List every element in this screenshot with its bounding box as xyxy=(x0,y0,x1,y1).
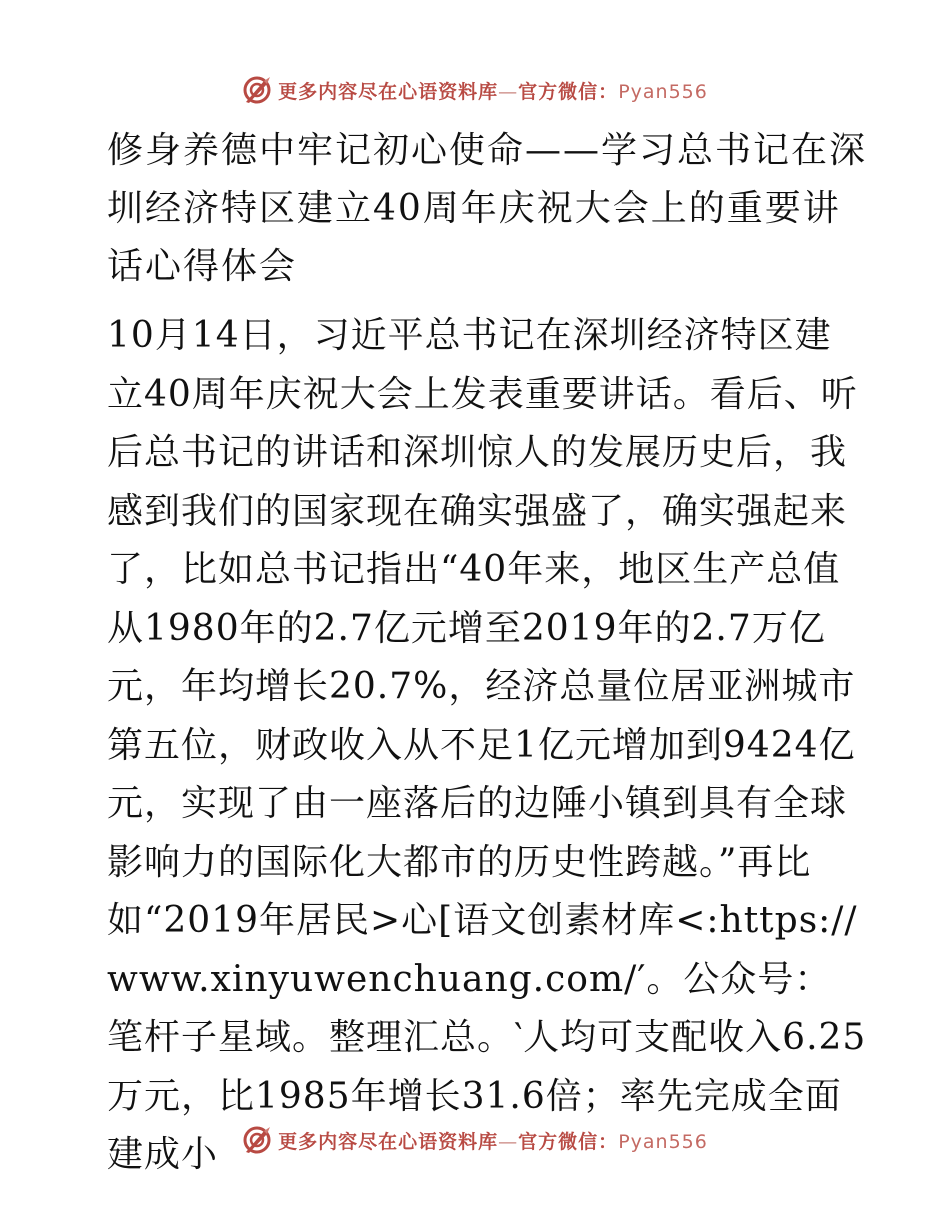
quill-logo-icon xyxy=(242,75,272,105)
quill-logo-icon xyxy=(242,1125,272,1155)
footer-banner xyxy=(0,1120,950,1160)
footer-banner-text: 更多内容尽在心语资料库—官方微信：Pyan556 xyxy=(278,1130,708,1153)
header-banner xyxy=(0,70,950,110)
document-body: 10月14日，习近平总书记在深圳经济特区建立40周年庆祝大会上发表重要讲话。看后、听后总书记的讲话和深圳惊人的发展历史后，我感到我们的国家现在确实强盛了，确实强起来了，比如总书记指出“40年来，地区生产总值从1980年的2.7亿元增至2019年的2.7万亿元，年均增长20.7%，经济总量位居亚洲城市第五位，财政收入从不足1亿元增加到9424亿元，实现了由一座落后的边陲小镇到具有全球影响力的国际化大都市的历史性跨越。”再比如“2019年居民>心[语文创素材库<:https://www.xinyuwenchuang.com/′。公众号：笔杆子星域。整理汇总。‵人均可支配收入6.25万元，比1985年增长31.6倍；率先完成全面建成小 xyxy=(107,315,867,1175)
document-title: 修身养德中牢记初心使命——学习总书记在深圳经济特区建立40周年庆祝大会上的重要讲话心得体会 xyxy=(107,130,868,287)
document-content xyxy=(97,122,867,1185)
header-banner-text: 更多内容尽在心语资料库—官方微信：Pyan556 xyxy=(278,80,708,103)
